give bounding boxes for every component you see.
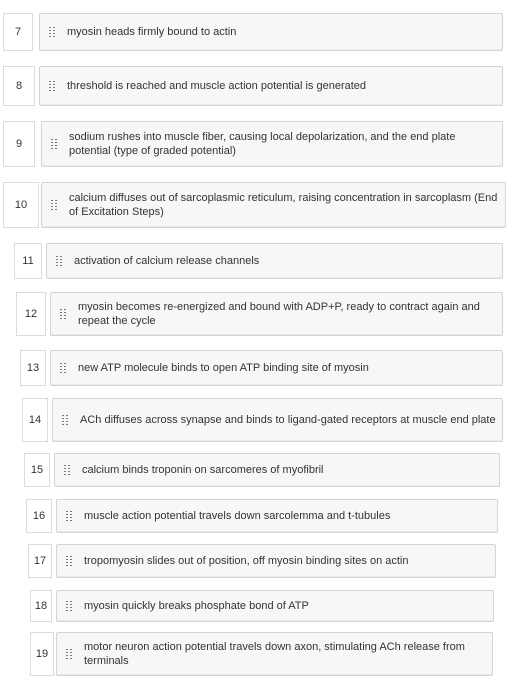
item-label: sodium rushes into muscle fiber, causing local depolarization, and the end plate potential (type of graded potential) (69, 131, 456, 157)
drag-handle-icon[interactable] (66, 556, 72, 567)
draggable-answer-item[interactable] (39, 66, 503, 106)
item-label: ACh diffuses across synapse and binds to ligand-gated receptors at muscle end plate (80, 414, 496, 426)
draggable-answer-item[interactable] (41, 121, 503, 167)
item-label: new ATP molecule binds to open ATP binding site of myosin (78, 362, 369, 374)
item-number: 17 (28, 544, 52, 578)
item-label: muscle action potential travels down sarcolemma and t-tubules (84, 510, 391, 522)
drag-handle-icon[interactable] (60, 363, 66, 374)
list-item (3, 121, 503, 167)
item-number: 10 (3, 182, 39, 228)
drag-handle-icon[interactable] (49, 27, 55, 38)
list-item (30, 632, 493, 676)
item-label: myosin quickly breaks phosphate bond of ATP (84, 600, 309, 612)
item-number: 9 (3, 121, 35, 167)
draggable-answer-item[interactable] (39, 13, 503, 51)
item-label: myosin becomes re-energized and bound with ADP+P, ready to contract again and repeat the cycle (78, 301, 480, 327)
item-label: activation of calcium release channels (74, 255, 260, 267)
draggable-answer-item[interactable] (54, 453, 500, 487)
item-number: 14 (22, 398, 48, 442)
item-number: 13 (20, 350, 46, 386)
item-number: 16 (26, 499, 52, 533)
drag-handle-icon[interactable] (66, 649, 72, 660)
item-number: 18 (30, 590, 52, 622)
item-number: 15 (24, 453, 50, 487)
draggable-answer-item[interactable] (56, 544, 496, 578)
draggable-answer-item[interactable] (50, 350, 503, 386)
draggable-answer-item[interactable] (56, 499, 498, 533)
drag-handle-icon[interactable] (51, 139, 57, 150)
item-label: tropomyosin slides out of position, off myosin binding sites on actin (84, 555, 409, 567)
draggable-answer-item[interactable] (46, 243, 503, 279)
list-item (26, 499, 498, 533)
item-label: threshold is reached and muscle action potential is generated (67, 80, 367, 92)
draggable-answer-item[interactable] (52, 398, 503, 442)
item-label: myosin heads firmly bound to actin (67, 26, 237, 38)
drag-handle-icon[interactable] (56, 256, 62, 267)
list-item (3, 66, 503, 106)
list-item (16, 292, 503, 336)
item-number: 8 (3, 66, 35, 106)
list-item (3, 182, 506, 228)
item-number: 19 (30, 632, 54, 676)
drag-handle-icon[interactable] (62, 415, 68, 426)
list-item (28, 544, 496, 578)
item-label: calcium diffuses out of sarcoplasmic reticulum, raising concentration in sarcoplasm (End of Excitation Steps) (69, 192, 498, 218)
item-number: 12 (16, 292, 46, 336)
drag-handle-icon[interactable] (66, 601, 72, 612)
draggable-answer-item[interactable] (41, 182, 506, 228)
draggable-answer-item[interactable] (56, 632, 493, 676)
drag-handle-icon[interactable] (51, 200, 57, 211)
item-label: motor neuron action potential travels down axon, stimulating ACh release from terminals (84, 641, 465, 667)
list-item (20, 350, 503, 386)
list-item (14, 243, 503, 279)
drag-handle-icon[interactable] (60, 309, 66, 320)
item-number: 7 (3, 13, 33, 51)
list-item (24, 453, 500, 487)
drag-handle-icon[interactable] (64, 465, 70, 476)
draggable-answer-item[interactable] (50, 292, 503, 336)
drag-handle-icon[interactable] (66, 511, 72, 522)
list-item (3, 13, 503, 51)
draggable-answer-item[interactable] (56, 590, 494, 622)
item-number: 11 (14, 243, 42, 279)
item-label: calcium binds troponin on sarcomeres of myofibril (82, 464, 324, 476)
drag-handle-icon[interactable] (49, 81, 55, 92)
list-item (22, 398, 503, 442)
list-item (30, 590, 494, 622)
